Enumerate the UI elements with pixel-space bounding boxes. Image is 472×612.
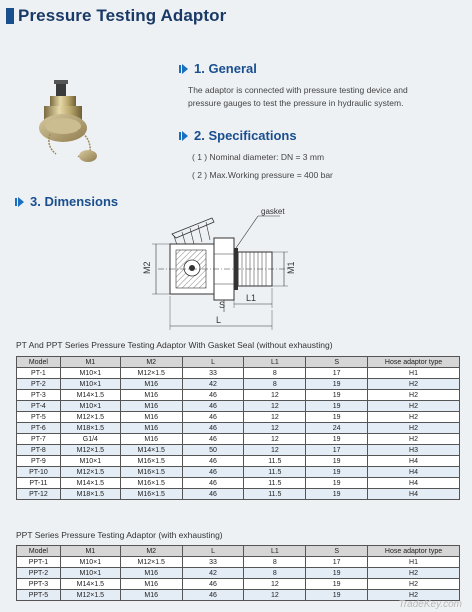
table-cell: H4 bbox=[368, 489, 460, 500]
table-cell: M18×1.5 bbox=[60, 423, 120, 434]
table-cell: M18×1.5 bbox=[60, 489, 120, 500]
table-cell: 19 bbox=[306, 579, 368, 590]
m1-label: M1 bbox=[286, 261, 296, 274]
section-bullet-icon bbox=[182, 64, 188, 74]
table-cell: 8 bbox=[244, 568, 306, 579]
table-cell: M10×1 bbox=[60, 568, 120, 579]
table-cell: PT-7 bbox=[17, 434, 61, 445]
table-cell: PT-6 bbox=[17, 423, 61, 434]
table-cell: 46 bbox=[182, 390, 244, 401]
table-cell: M14×1.5 bbox=[120, 445, 182, 456]
table-cell: 11.5 bbox=[244, 467, 306, 478]
table-cell: M12×1.5 bbox=[60, 467, 120, 478]
table-cell: M16×1.5 bbox=[120, 456, 182, 467]
table-cell: 11.5 bbox=[244, 489, 306, 500]
table-cell: M16×1.5 bbox=[120, 489, 182, 500]
table-cell: M14×1.5 bbox=[60, 478, 120, 489]
table-row bbox=[17, 423, 460, 434]
table-cell: M16 bbox=[120, 579, 182, 590]
table-row bbox=[17, 401, 460, 412]
table-row bbox=[17, 579, 460, 590]
table-cell: H1 bbox=[368, 557, 460, 568]
table-cell: PT-5 bbox=[17, 412, 61, 423]
table-cell: PT-4 bbox=[17, 401, 61, 412]
column-header: Hose adaptor type bbox=[368, 546, 460, 557]
table-cell: M10×1 bbox=[60, 557, 120, 568]
table1-title: PT And PPT Series Pressure Testing Adaptor With Gasket Seal (without exhausting) bbox=[16, 340, 333, 350]
column-header: L1 bbox=[244, 546, 306, 557]
table-cell: 46 bbox=[182, 579, 244, 590]
table-cell: 24 bbox=[306, 423, 368, 434]
specifications-section-title: 2. Specifications bbox=[182, 128, 297, 143]
table-cell: PT-10 bbox=[17, 467, 61, 478]
section-bullet-icon bbox=[18, 197, 24, 207]
table-cell: H4 bbox=[368, 456, 460, 467]
table-cell: 46 bbox=[182, 401, 244, 412]
table-cell: 11.5 bbox=[244, 456, 306, 467]
table-cell: 11.5 bbox=[244, 478, 306, 489]
table-row bbox=[17, 467, 460, 478]
table-cell: 42 bbox=[182, 379, 244, 390]
table-cell: PPT-1 bbox=[17, 557, 61, 568]
gasket-label: gasket bbox=[261, 207, 285, 216]
general-section-title: 1. General bbox=[182, 61, 257, 76]
section-bullet-icon bbox=[182, 131, 188, 141]
table-row bbox=[17, 445, 460, 456]
table-cell: 8 bbox=[244, 379, 306, 390]
table-row bbox=[17, 412, 460, 423]
table-cell: PPT-2 bbox=[17, 568, 61, 579]
table-cell: M12×1.5 bbox=[60, 445, 120, 456]
column-header: Hose adaptor type bbox=[368, 357, 460, 368]
table-cell: PT-1 bbox=[17, 368, 61, 379]
header-marker-icon bbox=[6, 8, 14, 24]
l-label: L bbox=[216, 315, 222, 325]
table-cell: H2 bbox=[368, 412, 460, 423]
table-cell: M10×1 bbox=[60, 401, 120, 412]
table-cell: H2 bbox=[368, 379, 460, 390]
table-cell: PT-8 bbox=[17, 445, 61, 456]
page-title: Pressure Testing Adaptor bbox=[18, 6, 227, 25]
table2-title: PPT Series Pressure Testing Adaptor (with exhausting) bbox=[16, 530, 223, 540]
general-line-1: The adaptor is connected with pressure testing device and bbox=[188, 85, 408, 95]
column-header: L1 bbox=[244, 357, 306, 368]
table-cell: 33 bbox=[182, 368, 244, 379]
table-cell: PT-9 bbox=[17, 456, 61, 467]
table-cell: 50 bbox=[182, 445, 244, 456]
table-cell: M16×1.5 bbox=[120, 478, 182, 489]
table-cell: M12×1.5 bbox=[60, 590, 120, 601]
table-row bbox=[17, 379, 460, 390]
table-cell: PPT-5 bbox=[17, 590, 61, 601]
table-row bbox=[17, 390, 460, 401]
table-row bbox=[17, 456, 460, 467]
s-label: S bbox=[219, 300, 226, 310]
table-cell: M16 bbox=[120, 390, 182, 401]
table-cell: 19 bbox=[306, 489, 368, 500]
table-row bbox=[17, 557, 460, 568]
table-row bbox=[17, 590, 460, 601]
table-cell: 19 bbox=[306, 467, 368, 478]
spec-item-1: ( 1 ) Nominal diameter: DN = 3 mm bbox=[192, 152, 325, 162]
table-row bbox=[17, 568, 460, 579]
general-line-2: pressure gauges to test the pressure in hydraulic system. bbox=[188, 98, 404, 108]
table-cell: 46 bbox=[182, 467, 244, 478]
table-cell: M12×1.5 bbox=[60, 412, 120, 423]
table-cell: PT-3 bbox=[17, 390, 61, 401]
column-header: M2 bbox=[120, 546, 182, 557]
table-cell: H2 bbox=[368, 423, 460, 434]
table-cell: H2 bbox=[368, 579, 460, 590]
table-cell: M16 bbox=[120, 412, 182, 423]
dimensions-section-title: 3. Dimensions bbox=[18, 194, 118, 209]
table-row bbox=[17, 478, 460, 489]
column-header: L bbox=[182, 546, 244, 557]
table-cell: 46 bbox=[182, 456, 244, 467]
table-cell: M16 bbox=[120, 379, 182, 390]
table-cell: M16 bbox=[120, 423, 182, 434]
table-cell: 19 bbox=[306, 379, 368, 390]
table-row bbox=[17, 489, 460, 500]
table-cell: H2 bbox=[368, 590, 460, 601]
table-cell: 33 bbox=[182, 557, 244, 568]
dimension-drawing bbox=[130, 204, 335, 334]
table-header-row bbox=[17, 357, 460, 368]
table-cell: 17 bbox=[306, 557, 368, 568]
l1-label: L1 bbox=[246, 293, 257, 303]
table-cell: M12×1.5 bbox=[120, 557, 182, 568]
spec-item-2: ( 2 ) Max.Working pressure = 400 bar bbox=[192, 170, 333, 180]
table-cell: M14×1.5 bbox=[60, 579, 120, 590]
table-cell: H2 bbox=[368, 390, 460, 401]
table-row bbox=[17, 434, 460, 445]
column-header: S bbox=[306, 546, 368, 557]
table-cell: H3 bbox=[368, 445, 460, 456]
column-header: S bbox=[306, 357, 368, 368]
table-cell: M16×1.5 bbox=[120, 467, 182, 478]
table-cell: M16 bbox=[120, 434, 182, 445]
table-cell: H4 bbox=[368, 467, 460, 478]
table-cell: M10×1 bbox=[60, 368, 120, 379]
table-cell: 12 bbox=[244, 579, 306, 590]
table-cell: 19 bbox=[306, 568, 368, 579]
table-cell: PT-11 bbox=[17, 478, 61, 489]
table-cell: 19 bbox=[306, 434, 368, 445]
table-header-row bbox=[17, 546, 460, 557]
table-cell: 46 bbox=[182, 423, 244, 434]
column-header: Model bbox=[17, 357, 61, 368]
table-cell: 12 bbox=[244, 412, 306, 423]
table-cell: 46 bbox=[182, 489, 244, 500]
table-cell: 19 bbox=[306, 401, 368, 412]
page-header bbox=[6, 4, 226, 28]
table-cell: 19 bbox=[306, 590, 368, 601]
table-cell: 12 bbox=[244, 434, 306, 445]
table-cell: 19 bbox=[306, 412, 368, 423]
table-cell: PPT-3 bbox=[17, 579, 61, 590]
table-cell: 46 bbox=[182, 478, 244, 489]
m2-label: M2 bbox=[142, 261, 152, 274]
table-cell: M16 bbox=[120, 401, 182, 412]
product-photo bbox=[34, 76, 112, 166]
table-row bbox=[17, 368, 460, 379]
table-cell: M10×1 bbox=[60, 379, 120, 390]
table-cell: H2 bbox=[368, 434, 460, 445]
table-cell: M12×1.5 bbox=[120, 368, 182, 379]
table-cell: PT-12 bbox=[17, 489, 61, 500]
table-cell: 19 bbox=[306, 390, 368, 401]
table-cell: 12 bbox=[244, 390, 306, 401]
exhausting-table bbox=[16, 545, 460, 601]
table-cell: H2 bbox=[368, 401, 460, 412]
table-cell: 42 bbox=[182, 568, 244, 579]
table-cell: 12 bbox=[244, 401, 306, 412]
gasket-seal-table bbox=[16, 356, 460, 500]
table-cell: 46 bbox=[182, 434, 244, 445]
table-cell: 17 bbox=[306, 445, 368, 456]
table-cell: 17 bbox=[306, 368, 368, 379]
table-cell: 12 bbox=[244, 445, 306, 456]
table-cell: 19 bbox=[306, 456, 368, 467]
table-cell: G1/4 bbox=[60, 434, 120, 445]
watermark: TradeKey.com bbox=[398, 599, 462, 610]
table-cell: H1 bbox=[368, 368, 460, 379]
table-cell: M16 bbox=[120, 568, 182, 579]
table-cell: 46 bbox=[182, 412, 244, 423]
table-cell: 8 bbox=[244, 368, 306, 379]
table-cell: PT-2 bbox=[17, 379, 61, 390]
table-cell: M16 bbox=[120, 590, 182, 601]
table-cell: M10×1 bbox=[60, 456, 120, 467]
column-header: L bbox=[182, 357, 244, 368]
column-header: M1 bbox=[60, 357, 120, 368]
table-cell: 12 bbox=[244, 590, 306, 601]
table-cell: 12 bbox=[244, 423, 306, 434]
column-header: M2 bbox=[120, 357, 182, 368]
column-header: M1 bbox=[60, 546, 120, 557]
table-cell: M14×1.5 bbox=[60, 390, 120, 401]
table-cell: H2 bbox=[368, 568, 460, 579]
column-header: Model bbox=[17, 546, 61, 557]
table-cell: H4 bbox=[368, 478, 460, 489]
table-cell: 8 bbox=[244, 557, 306, 568]
table-cell: 46 bbox=[182, 590, 244, 601]
table-cell: 19 bbox=[306, 478, 368, 489]
